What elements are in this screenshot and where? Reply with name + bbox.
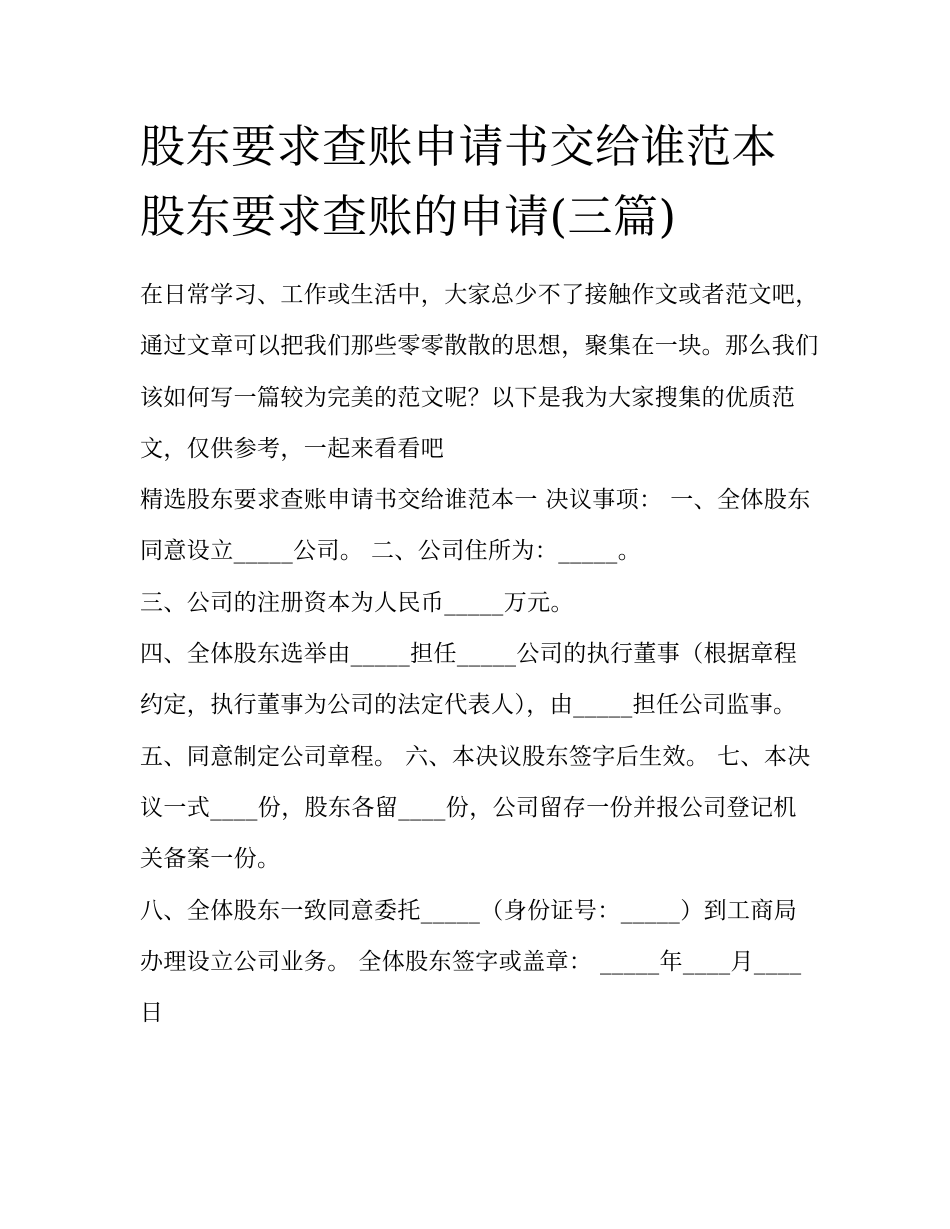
paragraph-resolution-8: 八、全体股东一致同意委托_____（身份证号：_____）到工商局办理设立公司业务。 全体股东签字或盖章： _____年____月____日 <box>140 897 802 1027</box>
document-title: 股东要求查账申请书交给谁范本 股东要求查账的申请(三篇) <box>140 120 778 243</box>
paragraph-intro: 在日常学习、工作或生活中，大家总少不了接触作文或者范文吧，通过文章可以把我们那些零零散散的思想，聚集在一块。那么我们该如何写一篇较为完美的范文呢？以下是我为大家搜集的优质范文，仅供参考，一起来看看吧 <box>140 282 819 462</box>
document-body <box>140 270 820 1039</box>
paragraph-resolution-5-7: 五、同意制定公司章程。 六、本决议股东签字后生效。 七、本决议一式____份，股东各留____份，公司留存一份并报公司登记机关备案一份。 <box>140 743 811 873</box>
paragraph-resolution-4: 四、全体股东选举由_____担任_____公司的执行董事（根据章程约定，执行董事为公司的法定代表人），由_____担任公司监事。 <box>140 641 798 719</box>
document-page <box>140 112 820 1039</box>
paragraph-resolution-3: 三、公司的注册资本为人民币_____万元。 <box>140 589 574 616</box>
paragraph-resolution-1-2: 精选股东要求查账申请书交给谁范本一 决议事项： 一、全体股东同意设立_____公司。 二、公司住所为：_____。 <box>140 487 811 565</box>
